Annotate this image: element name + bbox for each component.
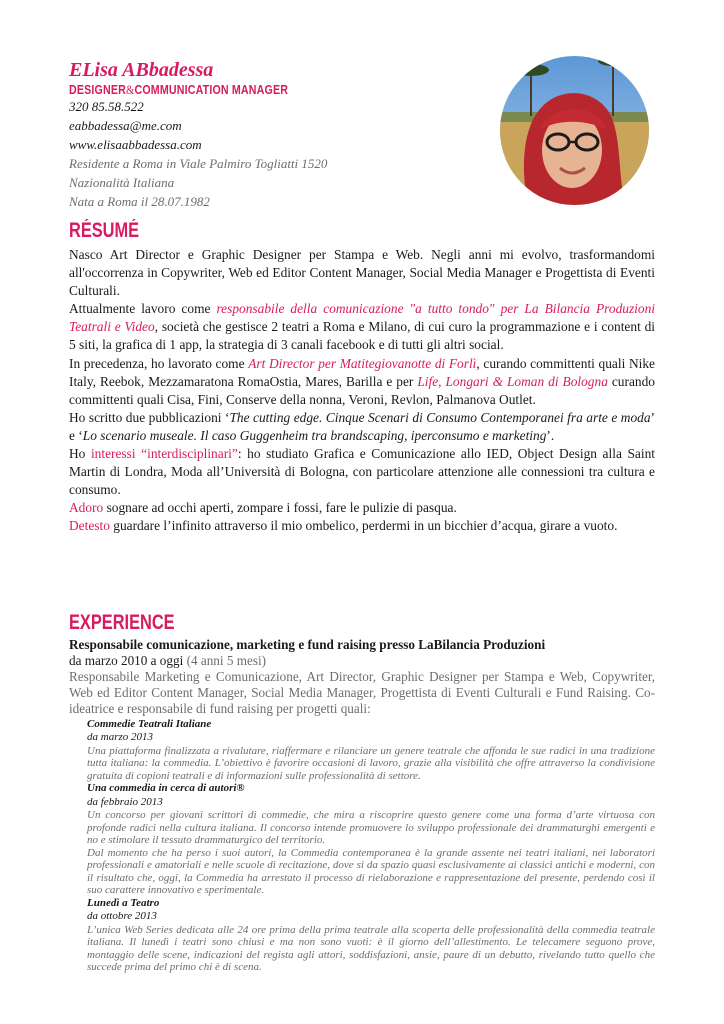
- job-title: Responsabile comunicazione, marketing e fund raising presso LaBilancia Produzioni: [69, 637, 546, 652]
- project-item: [87, 897, 655, 974]
- job-description: Responsabile Marketing e Comunicazione, Art Director, Graphic Designer per Stampa e Web, Copywriter, Web ed Editor Content Manager, Social Media Manager, Progettista di Eventi Culturali e Fund Raising. Co-ideatrice e responsabile di fund raising per progetti quali:: [69, 669, 655, 717]
- project-name: Lunedì a Teatro: [87, 896, 160, 909]
- job-role: [69, 82, 413, 97]
- resume-paragraph: Ho scritto due pubblicazioni ‘The cutting edge. Cinque Scenari di Consumo Contemporanei fra arte e moda’ e ‘Lo scenario museale. Il caso Guggenheim tra brandscaping, iperconsumo e marketing’.: [69, 409, 656, 443]
- project-description: Una piattaforma finalizzata a rivalutare, riaffermare e rilanciare un genere teatrale che affonda le sue radici in una tradizione tutta italiana: la commedia. L’obiettivo è favorire occasioni di lavoro, grazie alla visibilità che offre attraverso la condivisione gratuita di copioni teatrali e di informazioni sulle professionalità di settore.: [87, 744, 655, 782]
- role-ampersand: &: [126, 82, 135, 97]
- experience-heading: EXPERIENCE: [69, 611, 175, 634]
- project-date: da ottobre 2013: [87, 910, 157, 923]
- person-name: ELisa ABbadessa: [69, 59, 214, 81]
- resume-paragraph: Detesto guardare l’infinito attraverso il mio ombelico, perdermi in un bicchier d’acqua, girare a vuoto.: [69, 518, 618, 534]
- email-address[interactable]: eabbadessa@me.com: [69, 118, 182, 133]
- publication-title: The cutting edge. Cinque Scenari di Consumo Contemporanei fra arte e moda: [229, 409, 651, 425]
- current-role-highlight: responsabile della comunicazione "a tutto tondo" per La Bilancia Produzioni Teatrali e Video: [69, 301, 655, 335]
- project-date: da marzo 2013: [87, 731, 154, 744]
- website-link[interactable]: www.elisaabbadessa.com: [69, 137, 202, 152]
- publication-title: Lo scenario museale. Il caso Guggenheim tra brandscaping, iperconsumo e marketing: [82, 427, 547, 443]
- project-item: [87, 718, 655, 783]
- profile-photo: [500, 56, 649, 205]
- hates-label: Detesto: [69, 518, 110, 534]
- birth-date: Nata a Roma il 28.07.1982: [69, 194, 210, 209]
- role-part-b: COMMUNICATION MANAGER: [134, 82, 289, 97]
- nationality: Nazionalità Italiana: [69, 175, 175, 190]
- loves-label: Adoro: [69, 500, 104, 516]
- resume-paragraph: Adoro sognare ad occhi aperti, zompare i fossi, fare le pulizie di pasqua.: [69, 500, 457, 516]
- project-name: Commedie Teatrali Italiane: [87, 717, 212, 730]
- resume-paragraph: Ho interessi “interdisciplinari”: ho studiato Grafica e Comunicazione allo IED, Object Design alla Saint Martin di Londra, Moda all’Università di Bologna, con particolare attenzione alle connessioni tra cultura e consumo.: [69, 446, 655, 498]
- project-name: Una commedia in cerca di autori®: [87, 782, 245, 795]
- phone-number: 320 85.58.522: [69, 99, 144, 114]
- project-item: [87, 782, 655, 897]
- resume-paragraph: In precedenza, ho lavorato come Art Director per Matitegiovanotte di Forlì, curando committenti quali Nike Italy, Reebok, Mezzamaratona RomaOstia, Mares, Barilla e per Life, Longari & Loman di Bologna curando committenti quali Cisa, Fini, Conserve della nonna, Veroni, Revlon, Palmanova Outlet.: [69, 355, 655, 407]
- resume-heading: RÉSUMÉ: [69, 219, 140, 242]
- previous-role-highlight: Art Director per Matitegiovanotte di Forlì: [248, 355, 477, 371]
- role-part-a: DESIGNER: [69, 82, 127, 97]
- profile-photo-illustration: [500, 56, 649, 205]
- resume-paragraph: Attualmente lavoro come responsabile della comunicazione "a tutto tondo" per La Bilancia Produzioni Teatrali e Video, società che gestisce 2 teatri a Roma e Milano, di cui curo la programmazione e i content di 5 siti, la grafica di 1 app, la strategia di 3 canali facebook e di tutti gli altri social.: [69, 301, 655, 353]
- project-description: L’unica Web Series dedicata alle 24 ore prima della prima teatrale alla scoperta delle professionalità della commedia teatrale italiana. Il lunedì i teatri sono chiusi e ma non sono vuoti: è il giorno dell’allestimento. Le telecamere seguono prove, montaggio delle scene, indicazioni del regista agli attori, soddisfazioni, ansie, paure di un debutto, rivelando tutto quello che succede prima del primo chi è di scena.: [87, 923, 655, 974]
- header: [69, 58, 489, 211]
- agency-highlight: Life, Longari & Loman di Bologna: [417, 373, 608, 389]
- job-dates: da marzo 2010 a oggi (4 anni 5 mesi): [69, 653, 267, 668]
- resume-body: [69, 246, 655, 536]
- project-description: Dal momento che ha perso i suoi autori, la Commedia contemporanea è la grande assente nei teatri italiani, nei laboratori professionali e amatoriali e nelle scuole di recitazione, dove si da spazio quasi esclusivamente ai classici antichi e moderni, con il risultato che, oggi, la Commedia ha arrestato il processo di rielaborazione e rappresentazione del presente, perdendo così il suo carattere innovativo e sperimentale.: [87, 846, 655, 897]
- interests-highlight: interessi “interdisciplinari”: [90, 446, 238, 462]
- resume-paragraph: Nasco Art Director e Graphic Designer per Stampa e Web. Negli anni mi evolvo, trasformandomi all'occorrenza in Copywriter, Web ed Editor Content Manager, Social Media Manager e Progettista di Eventi Culturali.: [69, 247, 655, 299]
- residence: Residente a Roma in Viale Palmiro Togliatti 1520: [69, 156, 328, 171]
- job-duration: (4 anni 5 mesi): [186, 653, 267, 668]
- project-description: Un concorso per giovani scrittori di commedie, che mira a riscoprire questo genere come una forma d’arte virtuosa con profonde radici nella cultura italiana. Il concorso intende promuovere lo sviluppo professionale dei drammaturghi emergenti e no e stimolare il tessuto drammaturgico del territorio.: [87, 809, 655, 847]
- project-date: da febbraio 2013: [87, 795, 163, 808]
- experience-body: [69, 636, 655, 974]
